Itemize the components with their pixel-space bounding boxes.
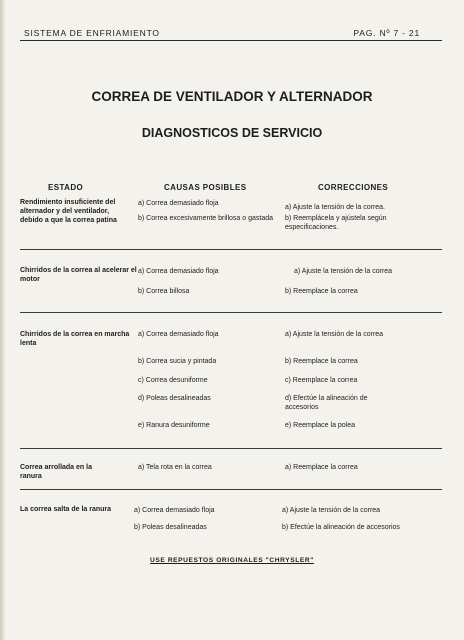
table-row-3-correccion-e: e) Reemplace la polea xyxy=(285,422,356,429)
column-header-causas: CAUSAS POSIBLES xyxy=(164,183,247,192)
table-row-3-causa-b: b) Correa sucia y pintada xyxy=(138,358,217,365)
table-row-3-causa-e: e) Ranura desuniforme xyxy=(138,422,210,429)
table-row-5-causa-a: a) Correa demasiado floja xyxy=(134,507,215,514)
table-row-2-causa-b: b) Correa billosa xyxy=(138,288,190,295)
table-row-5-correccion-b: b) Efectúe la alineación de accesorios xyxy=(282,524,400,531)
page-number: PAG. Nº 7 - 21 xyxy=(353,28,420,38)
table-row-5-estado: La correa salta de la ranura xyxy=(20,506,112,513)
table-row-3-causa-c: c) Correa desuniforme xyxy=(138,377,208,384)
table-row-3-correccion-b: b) Reemplace la correa xyxy=(285,358,358,365)
page-subtitle: DIAGNOSTICOS DE SERVICIO xyxy=(141,126,323,140)
table-row-1-correccion-a: a) Ajuste la tensión de la correa. xyxy=(285,204,386,211)
table-row-4-correccion-a: a) Reemplace la correa xyxy=(285,464,358,471)
row-divider xyxy=(20,249,442,250)
section-header: SISTEMA DE ENFRIAMIENTO xyxy=(24,28,160,38)
table-row-1-correccion-b: b) Reemplácela y ajústela según especificaciones. xyxy=(285,215,387,231)
table-row-3-estado: Chirridos de la correa en marcha lenta xyxy=(20,331,130,347)
table-row-1-causa-a: a) Correa demasiado floja xyxy=(138,200,219,207)
row-divider xyxy=(20,489,442,490)
footer-note: USE REPUESTOS ORIGINALES "CHRYSLER" xyxy=(150,557,314,564)
table-row-3-correccion-a: a) Ajuste la tensión de la correa xyxy=(285,331,384,338)
column-header-correcciones: CORRECCIONES xyxy=(318,183,389,192)
table-row-3-correccion-c: c) Reemplace la correa xyxy=(285,377,358,384)
table-row-1-causa-b: b) Correa excesivamente brillosa o gastada xyxy=(138,215,274,222)
table-row-3-correccion-d: d) Efectúe la alineación de accesorios xyxy=(285,395,368,411)
table-row-2-causa-a: a) Correa demasiado floja xyxy=(138,268,219,275)
table-row-4-estado: Correa arrollada en la ranura xyxy=(20,464,92,480)
table-row-3-causa-a: a) Correa demasiado floja xyxy=(138,331,219,338)
row-divider xyxy=(20,312,442,313)
row-divider xyxy=(20,448,442,449)
table-row-2-estado: Chirridos de la correa al acelerar el motor xyxy=(20,267,137,283)
table-row-5-correccion-a: a) Ajuste la tensión de la correa xyxy=(282,507,381,514)
header-rule xyxy=(20,40,442,41)
column-header-estado: ESTADO xyxy=(48,183,84,192)
table-row-4-causa-a: a) Tela rota en la correa xyxy=(138,464,212,471)
table-row-3-causa-d: d) Poleas desalineadas xyxy=(138,395,211,402)
table-row-2-correccion-a: a) Ajuste la tensión de la correa xyxy=(294,268,393,275)
page-title: CORREA DE VENTILADOR Y ALTERNADOR xyxy=(91,89,373,104)
table-row-2-correccion-b: b) Reemplace la correa xyxy=(285,288,358,295)
table-row-5-causa-b: b) Poleas desalineadas xyxy=(134,524,207,531)
table-row-1-estado: Rendimiento insuficiente del alternador y del ventilador, debido a que la correa patina xyxy=(20,199,117,224)
